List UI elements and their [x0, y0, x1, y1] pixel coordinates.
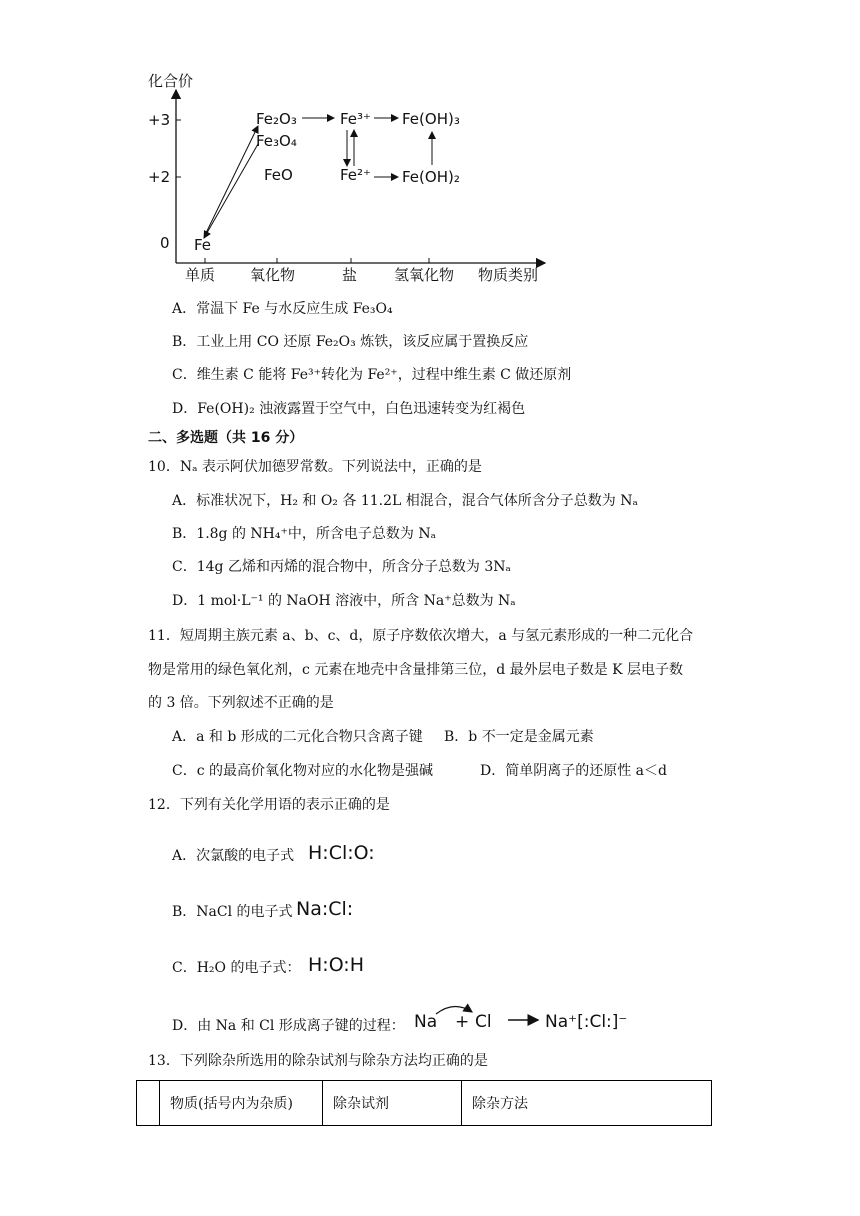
table-header-reagent: 除杂试剂 — [323, 1081, 462, 1126]
y-tick-zero: 0 — [160, 234, 170, 252]
y-tick-plus2: +2 — [148, 168, 171, 186]
q9-option-b: B．工业上用 CO 还原 Fe₂O₃ 炼铁，该反应属于置换反应 — [172, 334, 529, 350]
x-category-oxide: 氧化物 — [250, 266, 296, 284]
x-category-hydroxide: 氢氧化物 — [394, 266, 455, 284]
q9-option-c: C．维生素 C 能将 Fe³⁺转化为 Fe²⁺，过程中维生素 C 做还原剂 — [172, 367, 572, 383]
species-fe3-ion: Fe³⁺ — [340, 110, 371, 128]
table-header-index — [137, 1081, 160, 1126]
q10-option-a: A．标准状况下，H₂ 和 O₂ 各 11.2L 相混合，混合气体所含分子总数为 Nₐ — [172, 493, 638, 509]
ionic-bond-na: Na — [414, 1012, 438, 1032]
q10-stem: 10．Nₐ 表示阿伏加德罗常数。下列说法中，正确的是 — [148, 459, 482, 475]
q12-option-b: B．NaCl 的电子式 — [172, 904, 293, 920]
q10-option-b: B．1.8g 的 NH₄⁺中，所含电子总数为 Nₐ — [172, 526, 436, 542]
q11-option-d: D．简单阴离子的还原性 a＜d — [480, 763, 667, 779]
iron-valence-diagram — [140, 60, 560, 290]
h2o-electron-formula: H:O:H — [308, 954, 364, 976]
species-fe2o3: Fe₂O₃ — [256, 110, 297, 128]
q13-stem: 13．下列除杂所选用的除杂试剂与除杂方法均正确的是 — [148, 1053, 488, 1069]
q12-option-d: D．由 Na 和 Cl 形成离子键的过程： — [172, 1018, 405, 1034]
q10-option-c: C．14g 乙烯和丙烯的混合物中，所含分子总数为 3Nₐ — [172, 559, 511, 575]
x-category-element: 单质 — [185, 266, 216, 284]
table-header-row — [137, 1081, 712, 1126]
q9-option-a: A．常温下 Fe 与水反应生成 Fe₃O₄ — [172, 301, 393, 317]
q12-option-a: A．次氯酸的电子式 — [172, 848, 295, 864]
species-fe3o4: Fe₃O₄ — [256, 132, 297, 150]
q11-option-b: B．b 不一定是金属元素 — [444, 729, 594, 745]
q12-option-c: C．H₂O 的电子式： — [172, 960, 301, 976]
y-axis-label: 化合价 — [148, 72, 194, 90]
q11-stem-line1: 11．短周期主族元素 a、b、c、d，原子序数依次增大，a 与氢元素形成的一种二元化合 — [148, 628, 694, 644]
species-feoh2: Fe(OH)₂ — [402, 168, 460, 186]
y-tick-plus3: +3 — [148, 111, 171, 129]
q11-option-a: A．a 和 b 形成的二元化合物只含离子键 — [172, 729, 423, 745]
species-fe: Fe — [194, 236, 212, 254]
x-category-salt: 盐 — [342, 266, 358, 284]
ionic-bond-plus: + — [455, 1012, 470, 1032]
purification-table — [136, 1080, 712, 1126]
q9-option-d: D．Fe(OH)₂ 浊液露置于空气中，白色迅速转变为红褐色 — [172, 401, 526, 417]
species-fe2-ion: Fe²⁺ — [340, 166, 371, 184]
q11-option-c: C．c 的最高价氧化物对应的水化物是强碱 — [172, 763, 434, 779]
q10-option-d: D．1 mol·L⁻¹ 的 NaOH 溶液中，所含 Na⁺总数为 Nₐ — [172, 593, 516, 609]
q12-stem: 12．下列有关化学用语的表示正确的是 — [148, 797, 390, 813]
q11-stem-line3: 的 3 倍。下列叙述不正确的是 — [148, 695, 334, 711]
x-axis-label: 物质类别 — [478, 266, 539, 284]
table-header-method: 除杂方法 — [462, 1081, 712, 1126]
nacl-electron-formula: Na:Cl: — [296, 898, 354, 920]
q11-stem-line2: 物是常用的绿色氧化剂，c 元素在地壳中含量排第三位，d 最外层电子数是 K 层电子数 — [148, 662, 684, 678]
hclo-electron-formula: H:Cl:O: — [308, 842, 375, 864]
species-feoh3: Fe(OH)₃ — [402, 110, 460, 128]
species-feo: FeO — [264, 166, 293, 184]
section-title-multiple-choice: 二、多选题（共 16 分） — [148, 430, 304, 446]
table-header-substance: 物质(括号内为杂质) — [160, 1081, 323, 1126]
ionic-bond-arrows — [432, 1000, 542, 1030]
ionic-bond-product: Na⁺[:Cl:]⁻ — [545, 1012, 628, 1032]
ionic-bond-cl: Cl — [475, 1012, 492, 1032]
